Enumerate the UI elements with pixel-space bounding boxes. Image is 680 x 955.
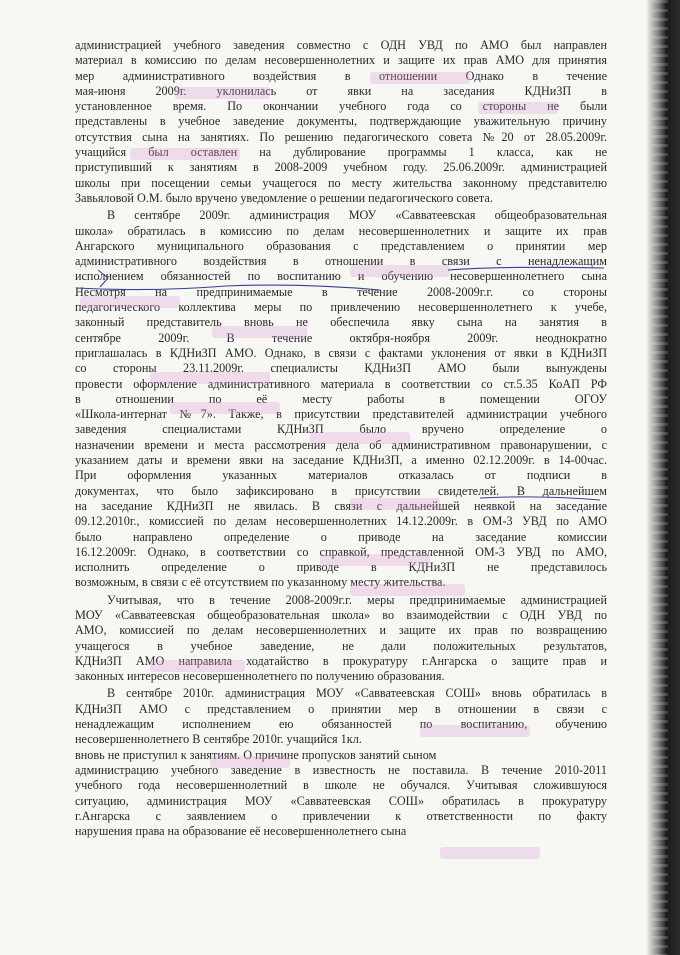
- text-line: учебного года несовершеннолетний в школе не обучался. Учитывая сложившуюся: [75, 778, 607, 793]
- text-line: В сентябре 2010г. администрация МОУ «Савватеевская СОШ» вновь обратилась в: [107, 686, 607, 701]
- text-line: указанием даты и времени явки на заседание КДНиЗП, а именно 02.12.2009г. в 14-00час.: [75, 453, 607, 468]
- text-line: административного воздействия в отношении в связи с ненадлежащим: [75, 254, 607, 269]
- text-line: АМО, комиссией по делам несовершеннолетних и защите их прав по возвращению: [75, 623, 607, 638]
- text-line: школы при посещении семьи учащегося по месту жительства законному представителю: [75, 175, 607, 190]
- text-line: со стороны 23.11.2009г. специалисты КДНиЗП АМО были вынуждены: [75, 361, 607, 376]
- text-line: школа» обратилась в комиссию по делам несовершеннолетних и защите их прав: [75, 223, 607, 238]
- text-line: ситуацию, администрация МОУ «Савватеевская СОШ» обратилась в прокуратуру: [75, 793, 607, 808]
- text-line: материал в комиссию по делам несовершеннолетних и защите их прав АМО для принятия: [75, 53, 607, 68]
- text-line: было направлено определение о приводе на заседание комиссии: [75, 529, 607, 544]
- text-line: 16.12.2009г. Однако, в соответствии со справкой, представленной ОМ-3 УВД по АМО,: [75, 544, 607, 559]
- text-line: установленное время. По окончании учебного года со стороны не были: [75, 99, 607, 114]
- text-line: учащегося в учебное заведение, не дали положительных результатов,: [75, 638, 607, 653]
- text-line: представлены в учебное заведение документы, подтверждающие уважительную причину: [75, 114, 607, 129]
- text-line: приступивший к занятиям в 2008-2009 учебном году. 25.06.2009г. администрацией: [75, 160, 607, 175]
- text-line: законный представитель вновь не обеспечила явку сына на занятия в: [75, 315, 607, 330]
- text-line: приглашалась в КДНиЗП АМО. Однако, в связи с фактами уклонения от явки в КДНиЗП: [75, 345, 607, 360]
- text-line: провести оформление административного материала в соответствии со ст.5.35 КоАП РФ: [75, 376, 607, 391]
- text-line: Ангарского муниципального образования с представлением о принятии мер: [75, 238, 607, 253]
- text-line: г.Ангарска с заявлением о привлечении к ответственности по факту: [75, 808, 607, 823]
- text-line: нарушения права на образование её несовершеннолетнего сына: [75, 824, 407, 839]
- text-line: КДНиЗП АМО с представлением о принятии мер в отношении в связи с: [75, 701, 607, 716]
- text-line: документах, что было зафиксировано в присутствии свидетелей. В дальнейшем: [75, 483, 607, 498]
- text-line: несовершеннолетнего В сентябре 2010г. учащийся 1кл.: [75, 732, 362, 747]
- text-line: на заседание КДНиЗП не явилась. В связи с дальнейшей неявкой на заседание: [75, 498, 607, 513]
- text-line: заведения специалистами КДНиЗП было вручено определение о: [75, 422, 607, 437]
- text-line: Несмотря на предпринимаемые в течение 2008-2009г.г. со стороны: [75, 284, 607, 299]
- text-line: учащийся был оставлен на дублирование программы 1 класса, как не: [75, 145, 607, 160]
- text-line: В сентябре 2009г. администрация МОУ «Савватеевская общеобразовательная: [107, 208, 607, 223]
- text-line: Завьяловой О.М. было вручено уведомление о решении педагогического совета.: [75, 190, 493, 205]
- scan-shadow-edge: [646, 0, 680, 955]
- text-line: сентябре 2009г. В течение октября-ноября 2009г. неоднократно: [75, 330, 607, 345]
- text-line: назначении времени и места рассмотрения дела об административном правонарушении, с: [75, 437, 607, 452]
- text-line: исполнением обязанностей по воспитанию и обучению несовершеннолетнего сына: [75, 269, 607, 284]
- text-line: отсутствия сына на занятиях. По решению педагогического совета №20 от 28.05.2009г.: [75, 129, 607, 144]
- text-line: законных интересов несовершеннолетнего по получению образования.: [75, 669, 445, 684]
- text-line: 09.12.2010г., комиссией по делам несовершеннолетних 14.12.2009г. в ОМ-3 УВД по АМО: [75, 514, 607, 529]
- text-line: в отношении по её месту работы в помещении ОГОУ: [75, 391, 607, 406]
- text-line: «Школа-интернат №7». Также, в присутствии представителей администрации учебного: [75, 407, 607, 422]
- text-line: мер административного воздействия в отношении Однако в течение: [75, 68, 607, 83]
- text-line: исполнить определение о приводе в КДНиЗП не представилось: [75, 560, 607, 575]
- text-line: ненадлежащим исполнением ею обязанностей по воспитанию, обучению: [75, 717, 607, 732]
- text-line: возможным, в связи с её отсутствием по указанному месту жительства.: [75, 575, 446, 590]
- text-line: администрацию учебного заведение в известность не поставила. В течение 2010-2011: [75, 762, 607, 777]
- text-line: администрацией учебного заведения совместно с ОДН УВД по АМО был направлен: [75, 38, 607, 52]
- text-line: МОУ «Савватеевская общеобразовательная школа» во взаимодействии с ОДН УВД по: [75, 607, 607, 622]
- text-line: При оформления указанных материалов отказалась от подписи в: [75, 468, 607, 483]
- text-line: педагогического коллектива меры по привлечению несовершеннолетнего к учебе,: [75, 300, 607, 315]
- text-line: КДНиЗП АМО направила ходатайство в прокуратуру г.Ангарска о защите прав и: [75, 653, 607, 668]
- text-line: вновь не приступил к занятиям. О причине пропусков занятий сыном: [75, 747, 437, 762]
- text-line: мая-июня 2009г. уклонилась от явки на заседания КДНиЗП в: [75, 83, 607, 98]
- text-line: Учитывая, что в течение 2008-2009г.г. меры предпринимаемые администрацией: [107, 592, 607, 607]
